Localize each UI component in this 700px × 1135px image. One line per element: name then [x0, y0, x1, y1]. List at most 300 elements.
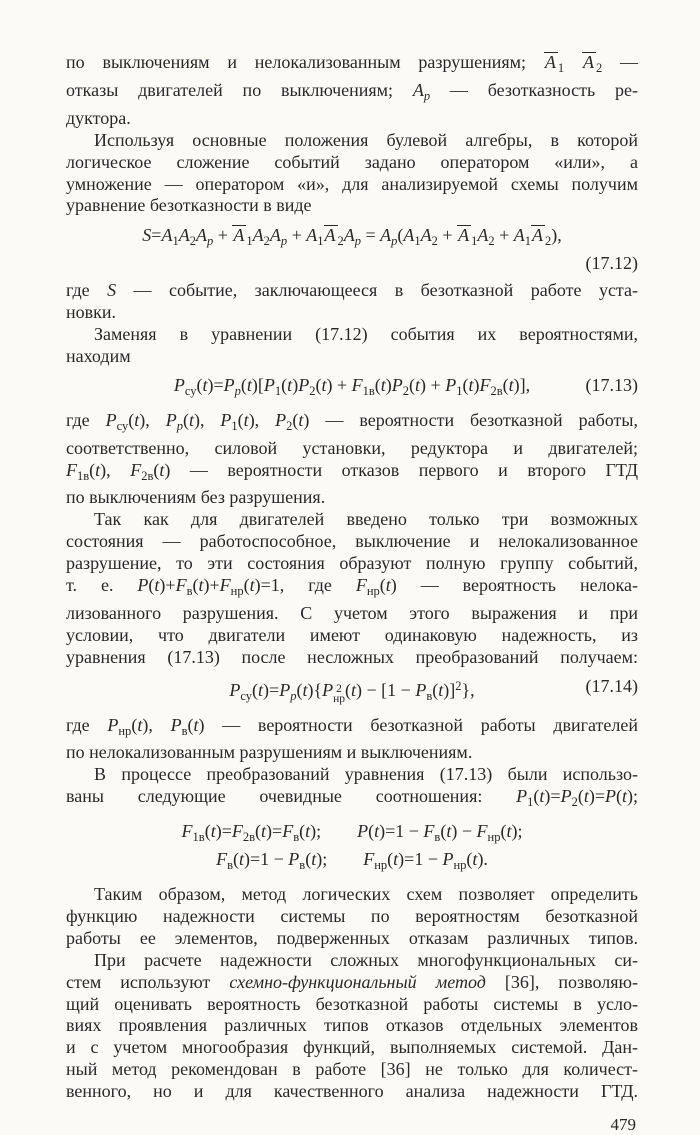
text-line: [66, 786, 638, 814]
text-line: [66, 52, 638, 80]
text-run: F: [355, 575, 367, 596]
text-run: t: [374, 821, 380, 842]
text-line: [66, 195, 638, 217]
text-run: )=: [266, 821, 283, 842]
text-run: t: [246, 374, 252, 395]
text-run: F: [423, 821, 435, 842]
text-run: (: [182, 409, 189, 430]
text-run: 2: [488, 234, 495, 249]
text-run: в: [227, 858, 233, 873]
text-run: t: [261, 821, 267, 842]
text-run: t: [210, 821, 216, 842]
text-line: [66, 531, 638, 553]
text-run: (: [187, 714, 194, 735]
text-run: P: [560, 786, 572, 807]
text-run: (: [89, 459, 96, 480]
text-run: ) — вероятности безотказной работы,: [303, 409, 638, 430]
text-line: [66, 460, 638, 488]
text-line: [66, 553, 638, 575]
equation-number: (17.13): [585, 374, 638, 395]
text-run: A: [380, 225, 392, 246]
text-run: A: [269, 225, 281, 246]
text-run: t: [621, 786, 627, 807]
text-line: [66, 950, 638, 972]
text-run: P: [445, 374, 457, 395]
text-run: ),: [139, 409, 166, 430]
text-run: F: [282, 821, 294, 842]
text-run: P: [391, 374, 403, 395]
text-line: [66, 647, 638, 669]
text-run: 2: [544, 234, 552, 249]
text-run: в: [434, 830, 441, 845]
text-run: P: [105, 409, 117, 430]
text-line: [66, 1059, 638, 1081]
text-run: ),: [142, 714, 171, 735]
text-run: (: [387, 849, 394, 870]
text-run: (: [240, 374, 247, 395]
text-run: 1: [471, 234, 478, 249]
text-run: 2: [595, 61, 603, 75]
text-run: t: [258, 679, 264, 700]
text-run: р: [391, 234, 398, 249]
text-run: (17.12): [585, 253, 638, 274]
text-run: р: [206, 234, 214, 249]
text-run: )],: [513, 374, 531, 395]
text-run: 1: [456, 383, 463, 398]
text-run: =: [361, 225, 381, 246]
text-run: ).: [477, 849, 488, 870]
text-run: );: [511, 821, 523, 842]
text-run: (: [500, 821, 507, 842]
equation-number: (17.14): [585, 675, 638, 696]
text-run: [564, 52, 582, 72]
text-run: 1: [557, 61, 565, 75]
text-run: t: [198, 575, 204, 596]
text-run: в: [426, 688, 433, 703]
text-run: разрушение, то эти состояния образуют полную группу событий,: [66, 553, 638, 574]
text-run: по нелокализованным разрушениям и выключениям.: [66, 742, 473, 763]
text-line: [66, 603, 638, 625]
text-run: нр: [230, 584, 244, 599]
text-run: A: [513, 225, 525, 246]
text-run: t: [134, 409, 140, 430]
text-run: (: [409, 374, 416, 395]
text-run: 2: [571, 795, 578, 810]
text-run: —: [602, 52, 638, 72]
text-run: )=: [215, 821, 232, 842]
text-run: ){: [307, 679, 323, 700]
text-run: ) −: [451, 821, 477, 842]
text-run: су: [240, 688, 253, 703]
text-run: ),: [551, 225, 562, 246]
text-run: 2: [189, 234, 196, 249]
text-run: — событие, заключающееся в безотказной работе уста-: [116, 280, 638, 301]
text-run: виях проявления различных типов отказов отдельных элементов: [66, 1015, 638, 1036]
text-run: умножение — оператором «и», для анализируемой схемы получим: [66, 173, 638, 194]
text-run: (: [296, 679, 303, 700]
text-run: t: [302, 679, 308, 700]
text-run: ) — вероятность нелока-: [390, 575, 639, 596]
text-run: )+: [203, 575, 220, 596]
text-run: F: [363, 849, 375, 870]
overline-symbol: A: [233, 225, 245, 246]
text-run: F: [351, 374, 363, 395]
text-run: логическое сложение событий задано оператором «или», а: [66, 151, 638, 172]
text-run: 1: [317, 234, 324, 249]
text-run: ) — вероятности безотказной работы двигателей: [198, 714, 638, 735]
text-run: t: [159, 459, 165, 480]
text-run: A: [403, 225, 415, 246]
text-run: P: [107, 714, 119, 735]
equation-17-12: [66, 225, 638, 253]
text-line: [66, 906, 638, 928]
text-run: t: [188, 409, 194, 430]
text-run: 2: [286, 418, 293, 433]
text-run: (: [192, 575, 199, 596]
text-line: [66, 715, 638, 743]
text-run: 1в: [77, 468, 90, 483]
text-run: функцию надежности системы по вероятностям безотказной: [66, 905, 638, 926]
text-run: F: [219, 575, 231, 596]
text-run: в: [186, 584, 193, 599]
text-run: 2в: [242, 830, 256, 845]
text-run: (: [281, 374, 288, 395]
text-run: (: [533, 786, 540, 807]
text-run: нр: [374, 858, 388, 873]
text-run: t: [287, 374, 293, 395]
text-run: уравнение безотказности в виде: [66, 195, 312, 216]
text-run: +: [332, 374, 352, 395]
text-line: [66, 764, 638, 786]
text-run: 1: [172, 234, 179, 249]
text-run: P: [322, 679, 334, 700]
text-run: F: [181, 821, 193, 842]
text-run: уравнения (17.13) после несложных преобразований получаем:: [66, 646, 638, 667]
text-line: [66, 509, 638, 531]
text-run: условии, что двигатели имеют одинаковую надежность, из: [66, 624, 638, 645]
text-line: [66, 324, 638, 346]
text-run: P: [229, 679, 241, 700]
text-run: [36], позволяю-: [485, 971, 638, 992]
text-run: P: [288, 849, 300, 870]
text-run: t: [137, 714, 143, 735]
text-run: A: [306, 225, 318, 246]
text-run: 1: [414, 234, 421, 249]
text-run: (: [374, 374, 381, 395]
text-run: лизованного разрушения. С учетом этого выражения и при: [66, 602, 638, 623]
text-run: P: [165, 409, 177, 430]
equation-17-14: [66, 676, 638, 708]
text-line: [66, 438, 638, 460]
text-run: )=: [588, 786, 605, 807]
text-run: F: [66, 459, 77, 480]
text-run: нр: [453, 858, 467, 873]
text-run: +: [213, 225, 233, 246]
text-run: ) − [1 −: [356, 679, 416, 700]
text-run: A: [252, 225, 264, 246]
text-line: [66, 174, 638, 196]
text-run: A: [412, 79, 424, 100]
text-run: в: [293, 830, 300, 845]
text-run: р: [280, 234, 288, 249]
text-run: (: [368, 821, 375, 842]
text-line: [66, 1015, 638, 1037]
text-run: )=1, где: [254, 575, 356, 596]
text-run: A: [477, 225, 489, 246]
text-run: и с учетом многообразия функций, выполняемых системой. Дан-: [66, 1037, 638, 1058]
text-run: ): [292, 374, 299, 395]
text-run: (: [379, 575, 386, 596]
text-run: (: [299, 821, 306, 842]
text-run: P: [516, 786, 528, 807]
text-run: р: [354, 234, 361, 249]
text-run: р: [290, 688, 297, 703]
text-run: );: [627, 786, 638, 807]
text-run: S: [107, 280, 117, 301]
text-run: F: [130, 459, 142, 480]
text-line: [66, 575, 638, 603]
text-run: (: [315, 374, 322, 395]
text-line: [66, 1081, 638, 1103]
text-run: щий оценивать вероятность безотказной работы системы в усло-: [66, 993, 638, 1014]
text-run: P: [223, 374, 235, 395]
text-run: t: [380, 374, 386, 395]
text-run: t: [438, 679, 444, 700]
text-run: A: [343, 225, 355, 246]
subscript: нр: [333, 692, 345, 705]
text-run: t: [298, 409, 304, 430]
text-run: t: [508, 374, 514, 395]
text-line: [66, 972, 638, 994]
text-run: P: [604, 786, 616, 807]
text-line: [66, 346, 638, 368]
text-run: т. е.: [66, 575, 138, 596]
text-run: +: [426, 374, 446, 395]
text-run: р: [176, 418, 183, 433]
text-run: где: [66, 280, 108, 301]
text-run: )[: [251, 374, 264, 395]
text-run: ): [385, 374, 392, 395]
text-run: P: [298, 374, 310, 395]
text-run: (: [577, 786, 584, 807]
text-line: [66, 884, 638, 906]
text-run: t: [154, 575, 160, 596]
text-run: отказы двигателей по выключениям;: [66, 79, 413, 100]
text-run: р: [423, 88, 431, 103]
text-run: (: [502, 374, 509, 395]
text-run: (: [131, 714, 138, 735]
text-run: P: [415, 679, 427, 700]
text-run: t: [95, 459, 101, 480]
text-run: (: [204, 821, 211, 842]
text-run: (: [432, 679, 439, 700]
text-run: р: [234, 383, 241, 398]
text-run: новки.: [66, 302, 117, 323]
text-run: (: [462, 374, 469, 395]
text-run: )=1 −: [379, 821, 424, 842]
text-run: 2: [309, 383, 316, 398]
text-run: (: [196, 374, 203, 395]
text-line: [66, 152, 638, 174]
text-run: — безотказность ре-: [430, 79, 638, 100]
text-run: t: [539, 786, 545, 807]
text-run: Так как для двигателей введено только три возможных: [94, 509, 638, 530]
text-run: A: [178, 225, 190, 246]
text-run: A: [195, 225, 207, 246]
text-run: F: [479, 374, 491, 395]
text-run: 1в: [192, 830, 205, 845]
text-run: (: [397, 225, 404, 246]
text-run: +: [287, 225, 307, 246]
text-line: [66, 108, 638, 130]
text-run: )=1 −: [398, 849, 443, 870]
text-run: P: [357, 821, 369, 842]
text-line: [66, 1037, 638, 1059]
text-run: )=1 −: [243, 849, 289, 870]
text-run: ): [473, 374, 480, 395]
text-run: t: [321, 374, 327, 395]
sub-sup-stack: [333, 685, 345, 704]
text-run: 2: [431, 234, 438, 249]
text-run: ): [420, 374, 427, 395]
text-run: 2в: [490, 383, 503, 398]
equation-number-17-12: [66, 253, 638, 275]
text-run: P: [442, 849, 454, 870]
text-run: стем используют: [66, 971, 230, 992]
text-run: t: [202, 374, 208, 395]
text-run: 2в: [141, 468, 154, 483]
text-run: (: [232, 849, 239, 870]
text-run: ),: [248, 409, 276, 430]
text-run: нр: [118, 723, 132, 738]
text-run: (: [237, 409, 244, 430]
text-run: су: [184, 383, 197, 398]
text-run: );: [310, 821, 322, 842]
overline-symbol: A: [531, 225, 543, 246]
text-run: 1: [274, 383, 282, 398]
text-run: F: [216, 849, 228, 870]
text-run: В процессе преобразований уравнения (17.13) были использо-: [94, 764, 638, 785]
text-line: [66, 410, 638, 438]
text-run: t: [468, 374, 474, 395]
overline-symbol: A: [582, 52, 594, 72]
text-run: (: [148, 575, 155, 596]
text-run: (: [153, 459, 160, 480]
text-run: P: [263, 374, 275, 395]
text-line: [66, 80, 638, 108]
superscript: 2: [336, 683, 342, 696]
text-run: )=: [544, 786, 561, 807]
text-line: [66, 280, 638, 302]
text-run: t: [393, 849, 399, 870]
text-run: венного, но и для качественного анализа надежности ГТД.: [66, 1081, 638, 1102]
text-run: При расчете надежности сложных многофункциональных си-: [94, 949, 638, 970]
overline-symbol: A: [544, 52, 556, 72]
text-run: +: [437, 225, 458, 246]
relations-line-2: [66, 849, 638, 877]
text-line: [66, 302, 638, 324]
text-run: F: [231, 821, 243, 842]
overline-symbol: A: [324, 225, 336, 246]
text-run: t: [305, 821, 311, 842]
text-run: F: [476, 821, 488, 842]
text-run: соответственно, силовой установки, редуктора и двигателей;: [66, 437, 638, 458]
text-run: (: [615, 786, 622, 807]
text-run: P: [170, 714, 182, 735]
page-number: 479: [610, 1115, 636, 1135]
text-run: схемно-функциональный метод: [229, 971, 486, 992]
text-run: )]: [443, 679, 456, 700]
text-run: где: [66, 714, 108, 735]
text-run: t: [193, 714, 199, 735]
text-line: [66, 994, 638, 1016]
text-run: в: [181, 723, 188, 738]
text-run: (: [243, 575, 250, 596]
text-run: ),: [193, 409, 221, 430]
text-run: по выключениям и нелокализованным разрушениям;: [66, 52, 544, 72]
text-line: [66, 928, 638, 950]
text-run: ) — вероятности отказов первого и второго ГТД: [164, 459, 638, 480]
text-run: (: [440, 821, 447, 842]
text-run: F: [175, 575, 187, 596]
text-run: (: [255, 821, 262, 842]
text-run: t: [472, 849, 478, 870]
text-run: по выключениям без разрушения.: [66, 487, 326, 508]
text-run: 1: [527, 795, 534, 810]
text-run: ),: [100, 459, 131, 480]
text-run: t: [415, 374, 421, 395]
relations-line-1: [66, 821, 638, 849]
text-run: 1в: [362, 383, 375, 398]
text-run: 2: [263, 234, 270, 249]
text-run: Таким образом, метод логических схем позволяет определить: [94, 884, 638, 904]
text-run: },: [461, 679, 475, 700]
text-run: (: [292, 409, 299, 430]
text-run: (: [128, 409, 135, 430]
text-run: t: [506, 821, 512, 842]
text-run: нр: [487, 830, 501, 845]
text-run: нр: [366, 584, 380, 599]
text-run: ): [326, 374, 333, 395]
text-run: P: [173, 374, 185, 395]
text-run: )=: [207, 374, 224, 395]
text-run: t: [385, 575, 391, 596]
text-run: t: [249, 575, 255, 596]
text-run: t: [238, 849, 244, 870]
text-run: ный метод рекомендован в работе [36] не только для количест-: [66, 1059, 638, 1080]
text-run: 2: [455, 678, 462, 693]
text-run: t: [583, 786, 589, 807]
text-line: [66, 487, 638, 509]
text-run: (: [345, 679, 351, 700]
equation-17-13: [66, 375, 638, 403]
text-run: A: [420, 225, 432, 246]
text-run: 1: [246, 234, 253, 249]
text-run: );: [316, 849, 328, 870]
overline-symbol: A: [458, 225, 470, 246]
text-run: P: [275, 409, 287, 430]
text-run: +: [494, 225, 514, 246]
text-run: t: [351, 679, 357, 700]
text-run: )+: [159, 575, 176, 596]
text-run: P: [279, 679, 291, 700]
text-run: Заменяя в уравнении (17.12) события их вероятностями,: [94, 323, 638, 344]
text-run: работы ее элементов, подверженных отказам различных типов.: [66, 927, 638, 948]
text-run: P: [220, 409, 232, 430]
text-run: су: [116, 418, 129, 433]
text-run: t: [243, 409, 249, 430]
text-line: [66, 742, 638, 764]
